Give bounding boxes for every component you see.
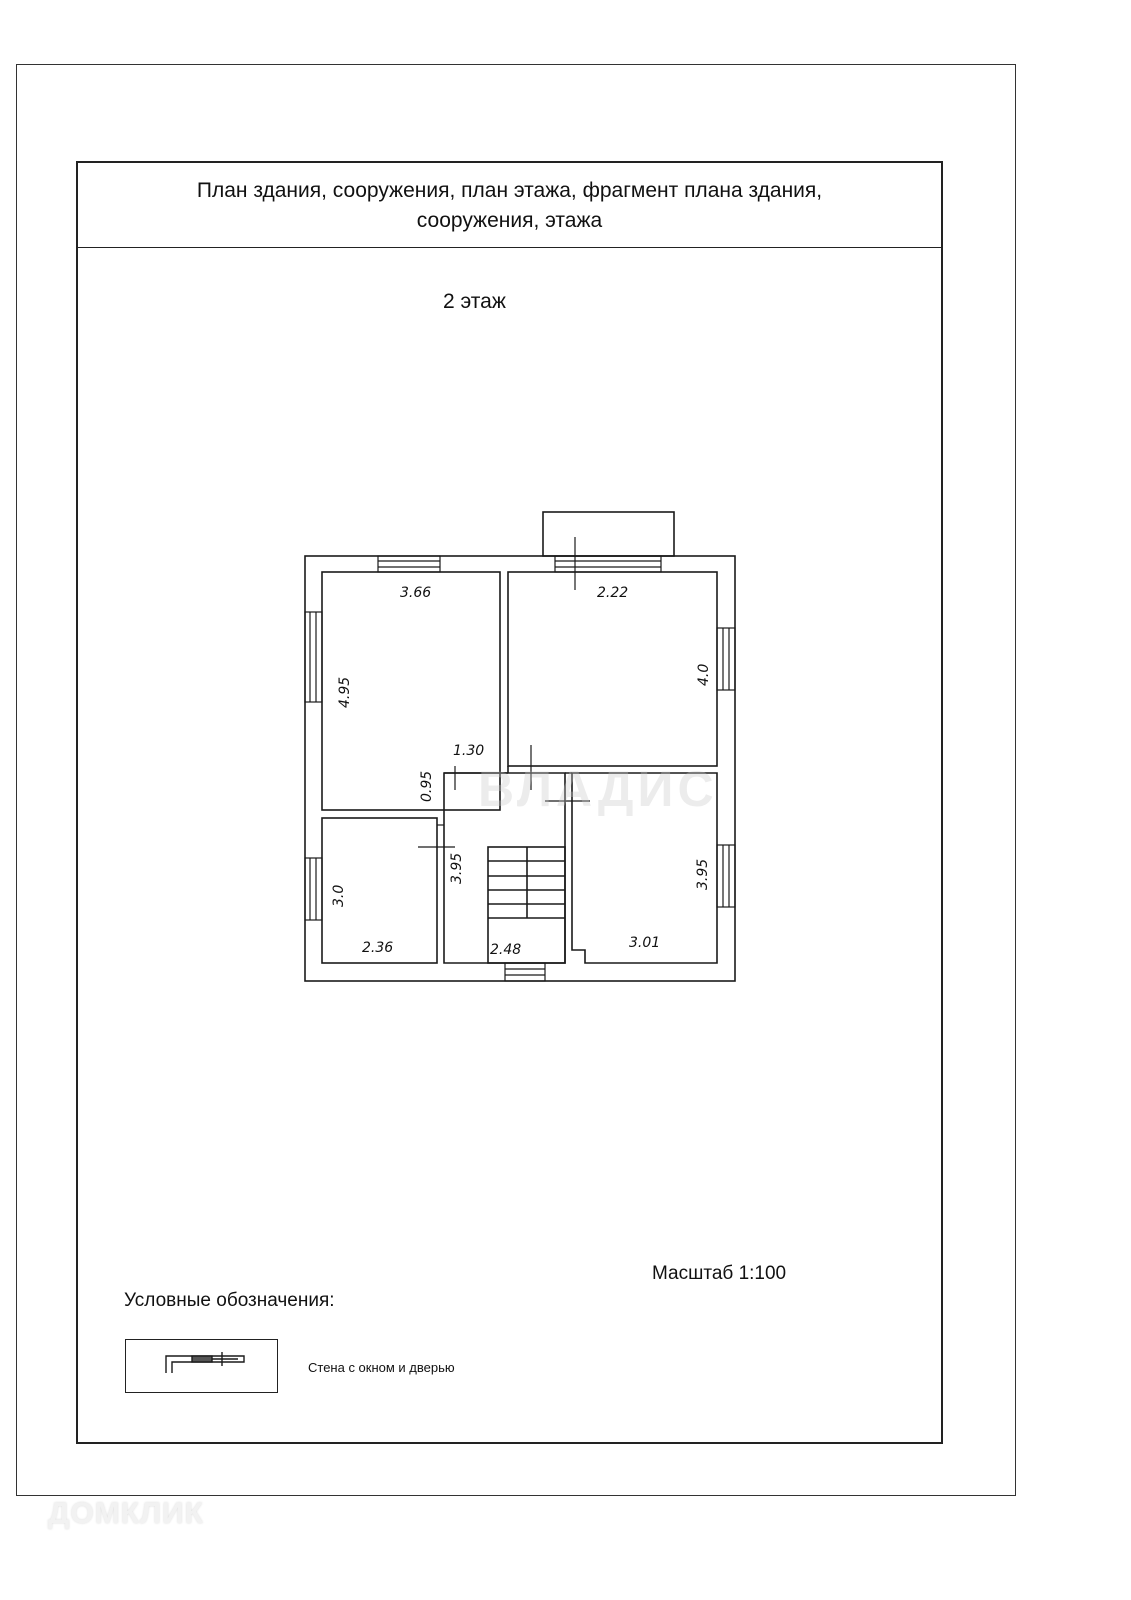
dim-corridor-width: 1.30: [453, 743, 485, 759]
wall-window-door-icon: [126, 1340, 279, 1394]
legend-title: Условные обозначения:: [124, 1290, 335, 1311]
header-title-line2: сооружения, этажа: [416, 209, 603, 232]
floor-label: 2 этаж: [443, 290, 506, 313]
room-2: [508, 572, 717, 766]
header-title-line1: План здания, сооружения, план этажа, фрагмент плана здания,: [196, 179, 823, 202]
dim-room3-width: 2.36: [362, 940, 394, 956]
dim-room4-width: 3.01: [629, 935, 661, 951]
watermark-domclick: ДОМКЛИК: [48, 1497, 204, 1530]
dim-stair-height: 3.95: [449, 852, 465, 884]
scale-label: Масштаб 1:100: [652, 1263, 787, 1284]
dim-corridor-depth: 0.95: [419, 770, 435, 802]
dim-room3-height: 3.0: [331, 884, 347, 907]
dim-room1-width: 3.66: [400, 585, 432, 601]
balcony: [543, 512, 674, 556]
dim-room2-width: 2.22: [597, 585, 629, 601]
dim-room4-height: 3.95: [695, 858, 711, 890]
dim-room2-height: 4.0: [696, 663, 712, 686]
dim-room1-height: 4.95: [337, 676, 353, 708]
legend-symbol-box: [125, 1339, 278, 1393]
watermark-vladis: ВЛАДИС: [478, 761, 718, 817]
legend-item-label: Стена с окном и дверью: [308, 1360, 455, 1375]
dim-stair-width: 2.48: [490, 942, 522, 958]
